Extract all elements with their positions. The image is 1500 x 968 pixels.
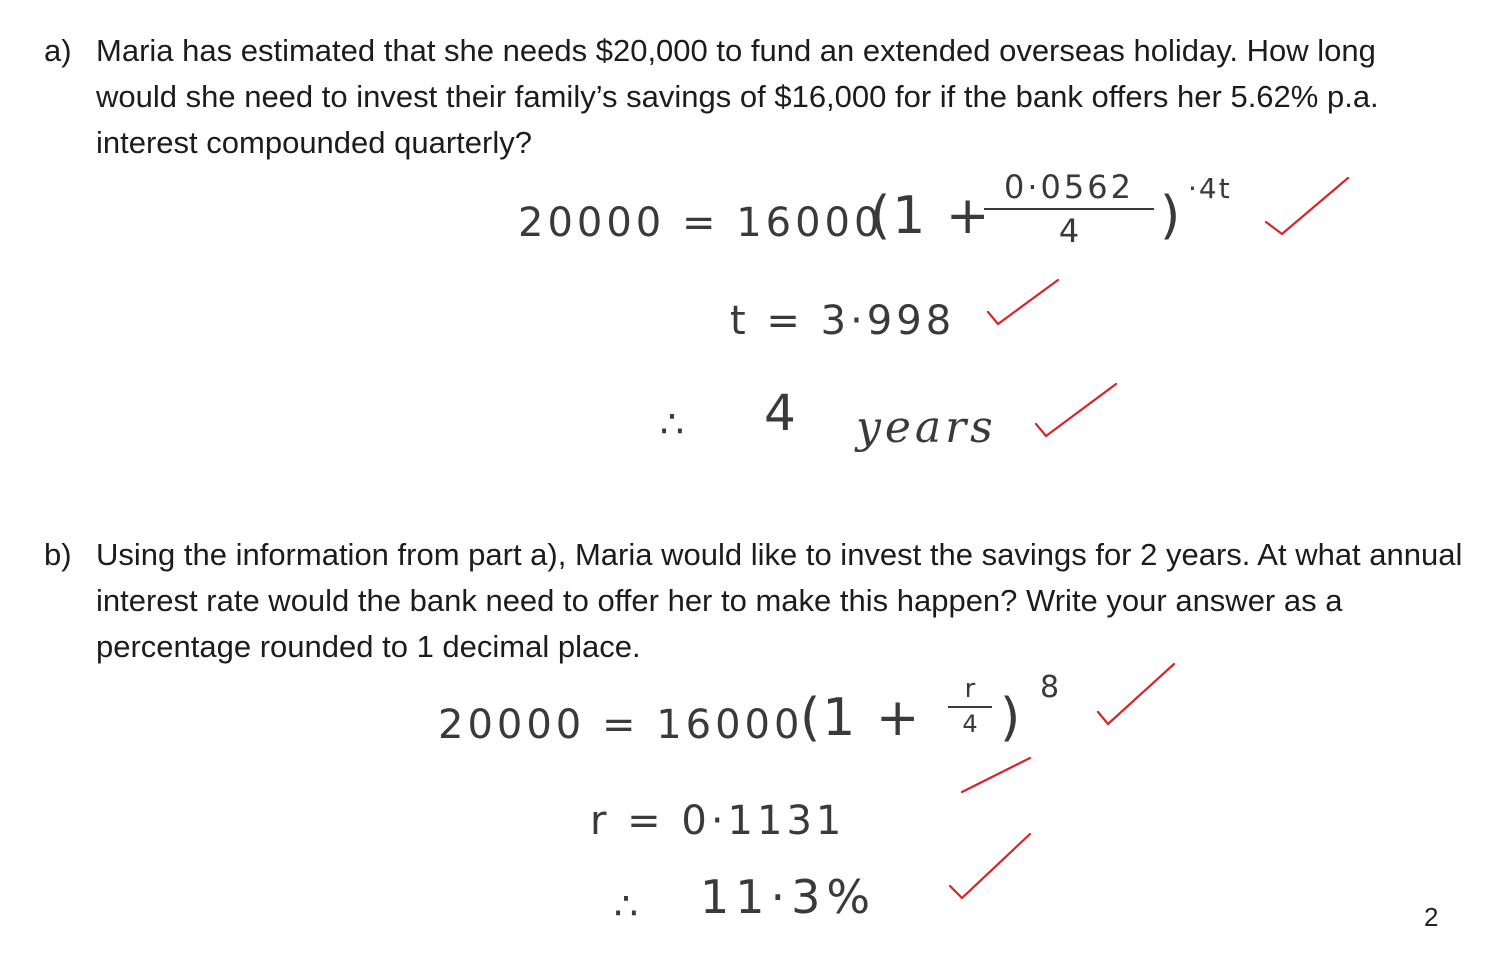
working-a-frac-num: 0·0562 [1004,168,1134,206]
checkmark-icon [958,754,1034,804]
working-b-exponent: 8 [1040,670,1064,705]
working-b-step3-value: 11·3% [700,870,877,924]
working-a-step3-value: 4 [764,384,800,442]
question-a [44,28,1464,166]
working-a-therefore: ∴ [660,402,689,446]
working-a-frac-bar [984,208,1154,210]
checkmark-icon [1094,660,1178,728]
checkmark-icon [944,830,1034,904]
page-number: 2 [1424,902,1439,932]
question-b [44,532,1464,670]
checkmark-icon [1262,172,1352,238]
working-a-close-paren: ) [1160,186,1185,246]
working-a-frac-den: 4 [1058,212,1080,250]
working-b-close-paren: ) [1000,688,1025,748]
working-a-exponent: ·4t [1188,172,1232,205]
working-b-step2: r = 0·1131 [590,798,846,844]
checkmark-icon [984,276,1064,332]
working-b-fraction [948,674,992,738]
working-a-one-plus: (1 + [870,186,992,246]
question-b-text: Using the information from part a), Maria would like to invest the savings for 2 years. At what annual interest rate would the bank need to offer her to make this happen? Write your answer as a percentage rounded to 1 decimal place. [96,537,1463,664]
working-a-lhs: 20000 = 16000 [518,200,884,246]
question-b-label: b) [44,537,72,572]
working-b-lhs: 20000 = 16000 [438,702,804,748]
working-b-frac-den: 4 [962,710,978,738]
question-a-text: Maria has estimated that she needs $20,000 to fund an extended overseas holiday. How long would she need to invest their family’s savings of $16,000 for if the bank offers her 5.62% p.a. interest compounded quarterly? [96,33,1379,160]
working-b-therefore: ∴ [614,884,643,928]
working-b-frac-num: r [964,674,976,704]
working-a-step2: t = 3·998 [730,298,956,344]
working-a-step3-unit: years [856,402,997,453]
working-b-one-plus: (1 + [800,688,922,748]
checkmark-icon [1030,378,1120,442]
question-a-label: a) [44,33,72,68]
working-b-frac-bar [948,706,992,708]
working-a-fraction [984,168,1154,250]
